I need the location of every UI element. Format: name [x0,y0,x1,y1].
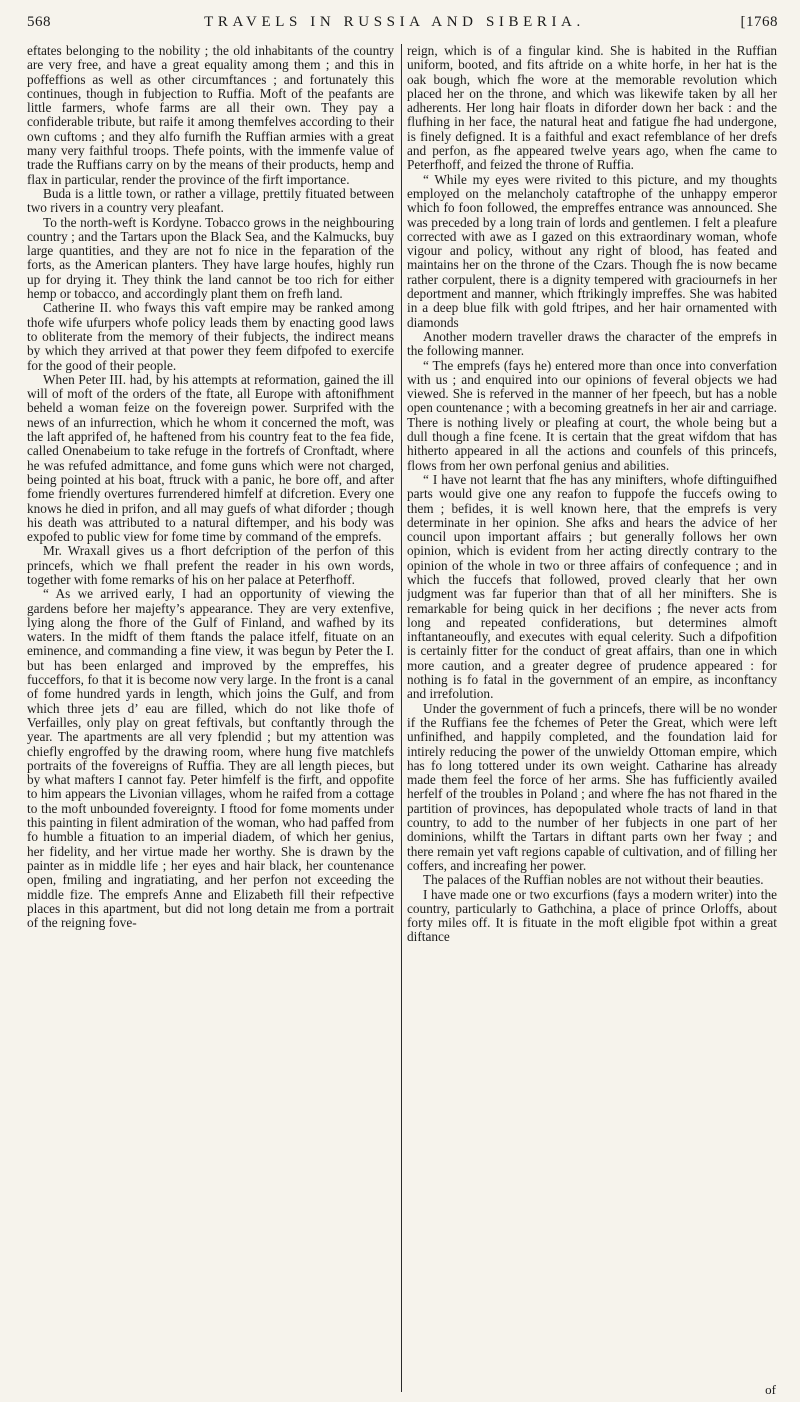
paragraph: I have made one or two excurfions (fays a modern writer) into the country, particularly to Gathchina, a place of prince Orloffs, about forty miles off. It is fituate in the moft eligible fpot within a great diftance [407,886,777,945]
running-title: TRAVELS IN RUSSIA AND SIBERIA. [204,14,585,30]
paragraph: “ While my eyes were rivited to this picture, and my thoughts employed on the melancholy cataftrophe of the unhappy emperor which fo foon followed, the empreffes entrance was announced. She was preceded by a long train of lords and gentlemen. I felt a pleafure corrected with awe as I gazed on this extraordinary woman, whofe vigour and policy, without any right of blood, has feated and maintains her on the throne of the Czars. Though fhe is now became rather corpulent, there is a dignity tempered with graciournefs in her deportment and manner, which ftrikingly impreffes. She was habited in a deep blue filk with gold ftripes, and her hair ornamented with diamonds [407,171,777,330]
column-divider [401,44,402,1392]
paragraph: Buda is a little town, or rather a village, prettily fituated between two rivers in a country very pleafant. [27,185,394,216]
page-number: 568 [27,14,51,30]
paragraph: When Peter III. had, by his attempts at reformation, gained the ill will of moft of the orders of the ftate, all Europe with aftonifhment beheld a woman feize on the fovereign power. Surprifed with the news of an infurrection, which he whom it concerned the moft, was the laft apprifed of, he haftened from his country feat to the fea fide, called Onenabeium to take refuge in the fortrefs of Cronftadt, where he was refufed admittance, and fome guns which were not charged, being pointed at his boat, ftruck with a panic, he bore off, and after fome friendly overtures furrendered himfelf at difcretion. Every one knows he died in prifon, and all may guefs of what diforder ; though his death was attributed to a natural diftemper, and his body was expofed to public view for fome time by command of the emprefs. [27,371,394,545]
paragraph: “ The emprefs (fays he) entered more than once into converfation with us ; and enquired into our opinions of feveral objects we had viewed. She is referved in the manner of her fpeech, but has a noble open countenance ; with a becoming greatnefs in her air and carriage. There is nothing lively or pleafing at court, the whole being but a dull though a fine fcene. It is certain that the great wifdom that has hitherto appeared in all the actions and counfels of this princefs, flows from her own perfonal genius and abilities. [407,357,777,473]
paragraph: Another modern traveller draws the character of the emprefs in the following manner. [407,328,777,359]
paragraph: reign, which is of a fingular kind. She is habited in the Ruffian uniform, booted, and fits aftride on a white horfe, in her hat is the oak bough, which fhe wore at the memorable revolution which placed her on the throne, and which was likewife taken by all her adherents. Her long hair floats in diforder down her back : and the flufhing in her face, the natural heat and fatigue fhe had undergone, is finely defigned. It is a faithful and exact refemblance of her drefs and perfon, as fhe appeared twelve years ago, when fhe came to Peterfhoff, and feized the throne of Ruffia. [407,44,777,173]
left-column [27,44,394,1389]
paragraph: Under the government of fuch a princefs, there will be no wonder if the Ruffians fee the fchemes of Peter the Great, which were left unfinifhed, and happily completed, and the foundation laid for intirely reducing the power of the unwieldy Ottoman empire, which has fo long tottered under its own weight. Catharine has already made them feel the force of her arms. She has fufficiently availed herfelf of the troubles in Poland ; and where fhe has not fhared in the partition of provinces, has depopulated whole tracts of land in that country, to add to the number of her fubjects in one part of her dominions, whilft the Tartars in diftant parts own her fway ; and there remain yet vaft regions capable of cultivation, and of filling her coffers, and increafing her power. [407,700,777,873]
paragraph: eftates belonging to the nobility ; the old inhabitants of the country are very free, and have a great equality among them ; and this in poffeffions as well as other circumftances ; and fortunately this continues, though in fubjection to Ruffia. Moft of the peafants are little farmers, whofe farms are all their own. They pay a confiderable tribute, but raife it among themfelves according to their own cuftoms ; and they alfo furnifh the Ruffian armies with a great many very faithful troops. Thefe points, with the immenfe value of trade the Ruffians carry on by the means of their products, hemp and flax in particular, render the province of the firft importance. [27,44,394,187]
header-year: [1768 [740,14,778,30]
paragraph: To the north-weft is Kordyne. Tobacco grows in the neighbouring country ; and the Tartars upon the Black Sea, and the Kalmucks, buy large quantities, and they are not fo nice in the feparation of the forts, as the American planters. They have large houfes, highly run up for drying it. They think the land cannot be too rich for either hemp or tobacco, and accordingly plant them on frefh land. [27,214,394,302]
paragraph: “ I have not learnt that fhe has any minifters, whofe diftinguifhed parts would give one any reafon to fuppofe the fuccefs owing to them ; befides, it is well known here, that the emprefs is very determinate in her opinion. She afks and hears the advice of her council upon important affairs ; but generally follows her own opinion, which is evident from her acting directly contrary to the opinion of the whole in two or three affairs of confequence ; and in which the fuccefs that followed, proved clearly that her own judgment was far fuperior than that of all her minifters. She is remarkable for being quick in her decifions ; fhe never acts from long and repeated confiderations, but determines almoft inftantaneoufly, and executes with equal celerity. Such a difpofition is certainly fitter for the conduct of great affairs, than one in which more caution, and a greater degree of prudence appeared : for nothing is fo fatal in the government of an empire, as inconftancy and irrefolution. [407,471,777,702]
paragraph: “ As we arrived early, I had an opportunity of viewing the gardens before her majefty’s appearance. They are very extenfive, lying along the fhore of the Gulf of Finland, and wafhed by its waters. In the midft of them ftands the palace itfelf, fituate on an eminence, and commanding a fine view, it was begun by Peter the I. but has been enlarged and improved by the empreffes, his fucceffors, fo that it is become now very large. In the front is a canal of fome hundred yards in length, which joins the Gulf, and from which three jets d’ eau are filled, which do not like thofe of Verfailles, only play on great feftivals, but conftantly through the year. The apartments are all very fplendid ; but my attention was chiefly engroffed by the drawing room, where hung five matchlefs portraits of the fovereigns of Ruffia. They are all length pieces, but by what mafters I cannot fay. Peter himfelf is the firft, and oppofite to him appears the Livonian villages, whom he raifed from a cottage to the moft unbounded fovereignty. I ftood for fome moments under this painting in filent admiration of the woman, who had paffed from fo humble a fituation to an imperial diadem, of which her genius, her fidelity, and her virtue made her worthy. She is drawn by the painter as in middle life ; her eyes and hair black, her countenance open, fmiling and ingratiating, and her perfon not exceeding the middle fize. The emprefs Anne and Elizabeth fill their refpective places in this apartment, but did not long detain me from a portrait of the reigning fove- [27,586,394,931]
paragraph: Catherine II. who fways this vaft empire may be ranked among thofe wife ufurpers whofe policy leads them by enacting good laws to obliterate from the memory of their fubjects, the indirect means by which they arrived at that power they feem difpofed to exercife for the good of their people. [27,300,394,373]
paragraph: Mr. Wraxall gives us a fhort defcription of the perfon of this princefs, which we fhall prefent the reader in his own words, together with fome remarks of his on her palace at Peterfhoff. [27,543,394,587]
right-column [407,44,777,1389]
paragraph: The palaces of the Ruffian nobles are not without their beauties. [423,872,764,888]
catchword: of [765,1382,776,1397]
running-header [27,14,780,36]
